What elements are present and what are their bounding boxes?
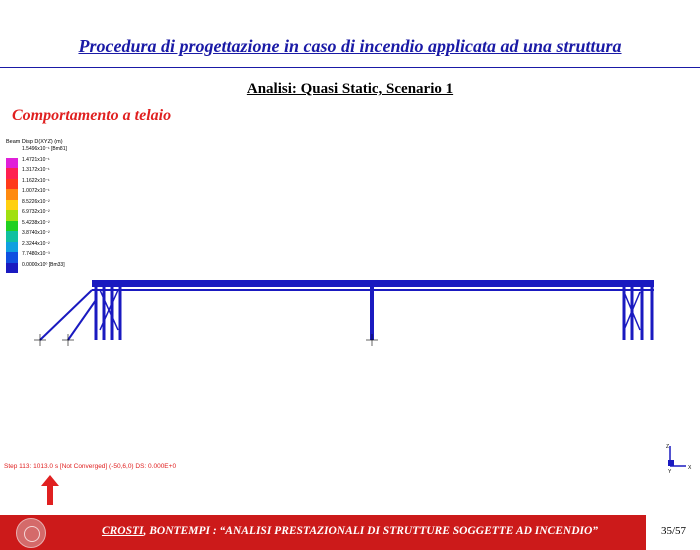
title-divider [0,67,700,68]
analysis-step-status: Step 113: 1013.0 s [Not Converged] (-50,6,0) DS: 0.000E+0 [4,463,177,470]
legend-label: 0.0000x10⁰ [Bm33] [22,261,65,268]
legend-label: 5.4238x10⁻² [22,219,50,226]
legend-label: 1.3172x10⁻¹ [22,167,50,173]
footer-bar [0,515,700,550]
legend-label: 1.5496x10⁻¹ [Bm81] [22,146,67,152]
axis-y-label: Y [668,469,672,474]
section-heading: Comportamento a telaio [12,107,172,124]
legend-label: 7.7480x10⁻³ [22,251,50,257]
structure-model [0,270,700,350]
legend-label: 2.3244x10⁻² [22,240,50,247]
university-seal-logo [16,518,46,548]
ground-markers [34,334,378,346]
legend-swatch [6,252,18,263]
slide-subtitle [0,81,700,98]
axis-z-label: Z [666,444,670,450]
footer-author: CROSTI [101,525,144,537]
axes-triad-icon [660,442,700,479]
footer-citation [60,525,640,537]
legend-label: 8.5226x10⁻² [22,198,50,205]
left-support-frame [40,287,120,340]
legend-title: Beam Disp D(XYZ) (m) [6,139,63,145]
right-support-frame [624,287,652,340]
legend-swatch [6,210,18,221]
legend-swatch [6,242,18,253]
axis-x-label: X [688,465,692,471]
page-number-box [645,515,700,550]
legend-swatch [6,168,18,179]
legend-label: 6.9732x10⁻² [22,209,50,215]
legend-label: 1.1622x10⁻¹ [22,177,50,184]
page-number: 35/57 [660,525,687,537]
red-arrow-icon [40,475,60,505]
subtitle-text: Analisi: Quasi Static, Scenario 1 [246,81,454,97]
footer-title: , BONTEMPI : “ANALISI PRESTAZIONALI DI STRUTTURE SOGGETTE AD INCENDIO” [143,525,599,537]
slide-title: Procedura di progettazione in caso di incendio applicata ad una struttura [78,36,622,56]
legend-swatch [6,179,18,190]
legend-swatch [6,147,18,158]
legend-swatch [6,221,18,232]
legend-swatch [6,158,18,169]
legend-swatch [6,200,18,211]
legend-color-bar [6,147,18,273]
legend-label: 1.0072x10⁻¹ [22,188,50,194]
legend-label: 1.4721x10⁻¹ [22,156,50,163]
legend-swatch [6,189,18,200]
deck-beam [92,280,654,287]
legend-label: 3.8740x10⁻² [22,230,50,236]
legend-swatch [6,231,18,242]
